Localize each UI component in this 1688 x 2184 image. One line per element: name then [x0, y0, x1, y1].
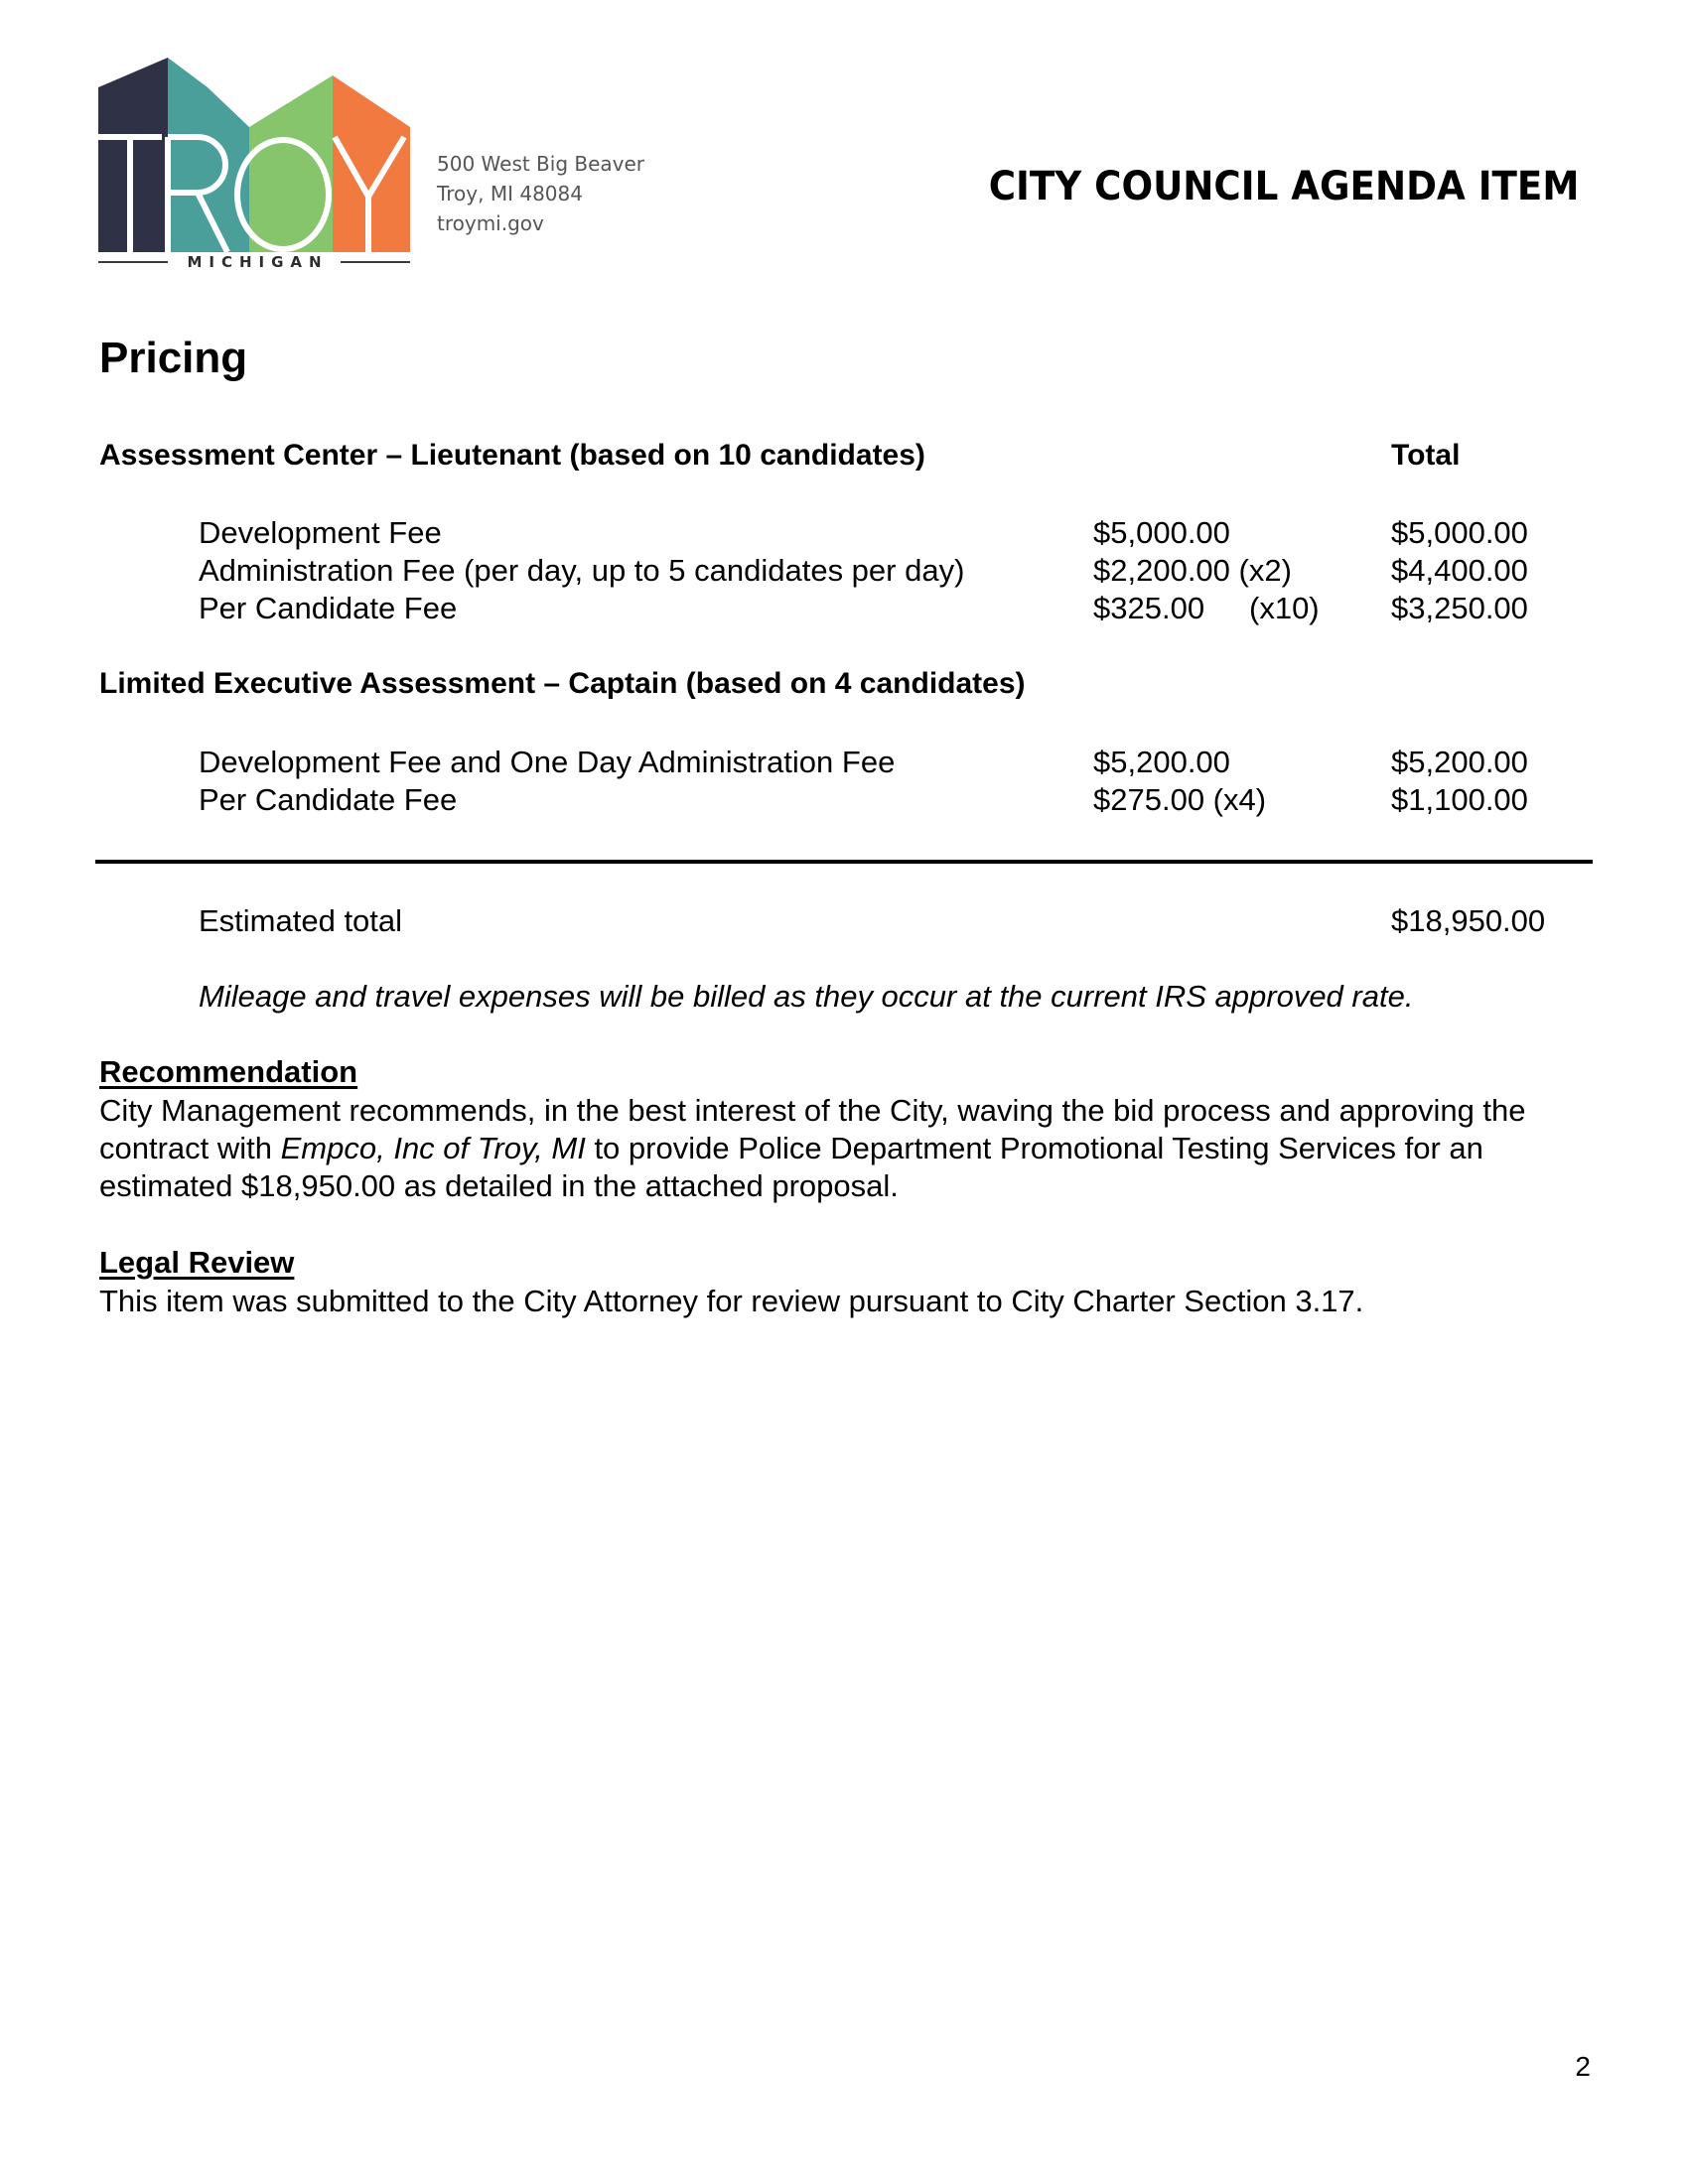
fee-total: $1,100.00: [1391, 782, 1528, 817]
address-line-city: Troy, MI 48084: [437, 182, 583, 205]
recommendation-text-start: City Management recommends, in the best interest of the City, waving the bid process and approving the contract with: [99, 1093, 1526, 1165]
fee-price: $5,200.00: [1093, 745, 1230, 779]
fee-price: $325.00: [1093, 591, 1205, 625]
city-address: [437, 149, 644, 238]
fee-total: $5,000.00: [1391, 515, 1528, 550]
address-line-street: 500 West Big Beaver: [437, 152, 645, 176]
recommendation-text-end: to provide Police Department Promotional Testing Services for an estimated $18,950.00 as detailed in the attached proposal.: [99, 1131, 1483, 1203]
fee-price: $5,000.00: [1093, 515, 1230, 550]
total-divider: [95, 860, 1593, 864]
address-line-website: troymi.gov: [437, 211, 544, 235]
fee-quantity: (x10): [1249, 591, 1320, 625]
fee-price: $2,200.00 (x2): [1093, 553, 1292, 588]
fee-name: Per Candidate Fee: [199, 591, 458, 625]
fee-name: Administration Fee (per day, up to 5 candidates per day): [199, 553, 965, 588]
troy-logo-graphic: [98, 58, 410, 252]
fee-name: Development Fee and One Day Administration Fee: [199, 745, 896, 779]
fee-name: Development Fee: [199, 515, 442, 550]
mileage-note: Mileage and travel expenses will be billed as they occur at the current IRS approved rate.: [199, 979, 1414, 1014]
total-column-header: Total: [1391, 439, 1461, 472]
troy-logo: [98, 58, 410, 270]
fee-price: $275.00 (x4): [1093, 782, 1267, 817]
document-title: CITY COUNCIL AGENDA ITEM: [988, 164, 1579, 209]
pricing-heading: Pricing: [99, 334, 248, 382]
legal-review-heading: Legal Review: [99, 1245, 295, 1280]
fee-total: $3,250.00: [1391, 591, 1528, 625]
recommendation-heading: Recommendation: [99, 1054, 358, 1089]
section-captain-title: Limited Executive Assessment – Captain (based on 4 candidates): [99, 667, 1026, 700]
vendor-name: Empco, Inc of Troy, MI: [280, 1131, 586, 1165]
fee-total: $5,200.00: [1391, 745, 1528, 779]
fee-total: $4,400.00: [1391, 553, 1528, 588]
section-lieutenant-title: Assessment Center – Lieutenant (based on 10 candidates): [99, 439, 925, 472]
logo-subtitle: [98, 252, 410, 272]
logo-subtitle-text: MICHIGAN: [187, 253, 329, 271]
fee-name: Per Candidate Fee: [199, 782, 458, 817]
legal-review-text: This item was submitted to the City Attorney for review pursuant to City Charter Section 3.17.: [99, 1284, 1364, 1318]
estimated-total-value: $18,950.00: [1391, 903, 1546, 938]
recommendation-text: [99, 1092, 1599, 1205]
page-number: 2: [1575, 2051, 1591, 2082]
estimated-total-label: Estimated total: [199, 903, 403, 938]
